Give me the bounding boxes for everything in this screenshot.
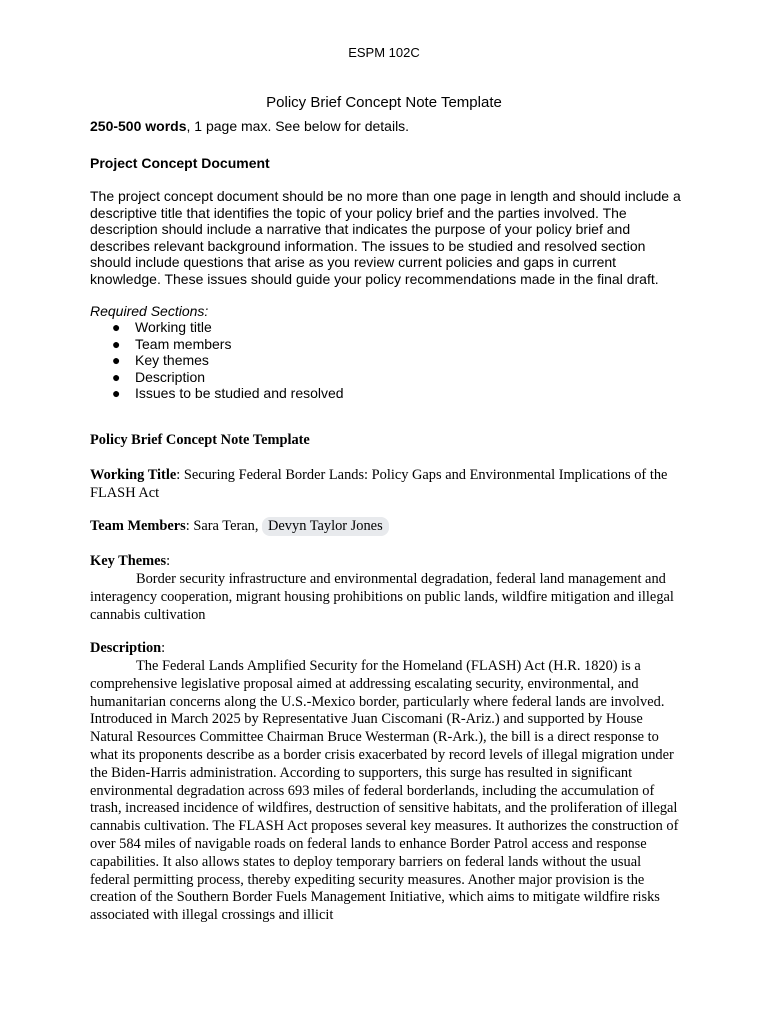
description-label-line: Description: — [90, 640, 166, 656]
key-themes-label-line: Key Themes: — [90, 553, 171, 569]
description-label: Description — [90, 640, 162, 656]
description-text: The Federal Lands Amplified Security for the Homeland (FLASH) Act (H.R. 1820) is a comprehensive legislative proposal aimed at addressing escalating security, environmental, and humanitarian concerns along the U.S.-Mexico border, particularly where federal lands are involved. Introduced in March 2025 by Representative Juan Ciscomani (R-Ariz.) and supported by House Natural Resources Committee Chairman Bruce Westerman (R-Ark.), the bill is a direct response to what its proponents describe as a border crisis exacerbated by record levels of illegal migration under the Biden-Harris administration. According to supporters, this surge has resulted in significant environmental degradation across 693 miles of federal borderlands, including the accumulation of trash, increased incidence of wildfires, destruction of sensitive habitats, and the proliferation of illegal cannabis cultivation. The FLASH Act proposes several key measures. It authorizes the construction of over 584 miles of navigable roads on federal lands to enhance Border Patrol access and response capabilities. It also allows states to deploy temporary barriers on federal lands without the usual federal permitting process, thereby expediting security measures. Another major provision is the creation of the Southern Border Fuels Management Initiative, which aims to mitigate wildfire risks associated with illegal crossings and illicit — [90, 658, 679, 924]
word-limit-line — [90, 118, 682, 135]
bullet-icon: ● — [112, 335, 121, 352]
person-chip[interactable]: Devyn Taylor Jones — [262, 517, 389, 536]
course-header: ESPM 102C — [348, 45, 420, 60]
concept-doc-heading: Project Concept Document — [90, 155, 270, 171]
key-themes-text: Border security infrastructure and environmental degradation, federal land management and interagency cooperation, migrant housing prohibitions on public lands, wildfire mitigation and illegal cannabis cultivation — [90, 571, 674, 623]
list-item: ● Issues to be studied and resolved — [112, 385, 344, 401]
working-title-value: : Securing Federal Border Lands: Policy Gaps and Environmental Implications of the FLASH Act — [90, 467, 668, 501]
team-members-value: : Sara Teran, — [185, 518, 263, 534]
list-item: ● Team members — [112, 335, 232, 352]
word-limit-rest: , 1 page max. See below for details. — [186, 118, 410, 134]
working-title — [90, 467, 682, 503]
bullet-icon: ● — [112, 352, 121, 368]
template-heading: Policy Brief Concept Note Template — [90, 432, 310, 448]
bullet-icon: ● — [112, 368, 121, 385]
list-item: ● Key themes — [112, 352, 209, 368]
required-sections-list — [90, 319, 682, 402]
list-item: ● Description — [112, 368, 206, 385]
key-themes-label: Key Themes — [90, 553, 167, 569]
concept-doc-paragraph: The project concept document should be no more than one page in length and should include a descriptive title that identifies the topic of your policy brief and the parties involved. The description should include a narrative that indicates the purpose of your policy brief and describes relevant background information. The issues to be studied and resolved section should include questions that arise as you review current policies and gaps in current knowledge. These issues should guide your policy recommendations made in the final draft. — [90, 188, 681, 287]
bullet-icon: ● — [112, 385, 121, 401]
word-limit-bold: 250-500 words — [90, 118, 187, 134]
team-members — [90, 518, 682, 536]
document-title: Policy Brief Concept Note Template — [266, 94, 502, 111]
team-members-label: Team Members — [90, 518, 186, 534]
list-item: ● Working title — [112, 319, 212, 335]
required-sections-label: Required Sections: — [90, 303, 209, 319]
bullet-icon: ● — [112, 319, 121, 335]
working-title-label: Working Title — [90, 467, 177, 483]
